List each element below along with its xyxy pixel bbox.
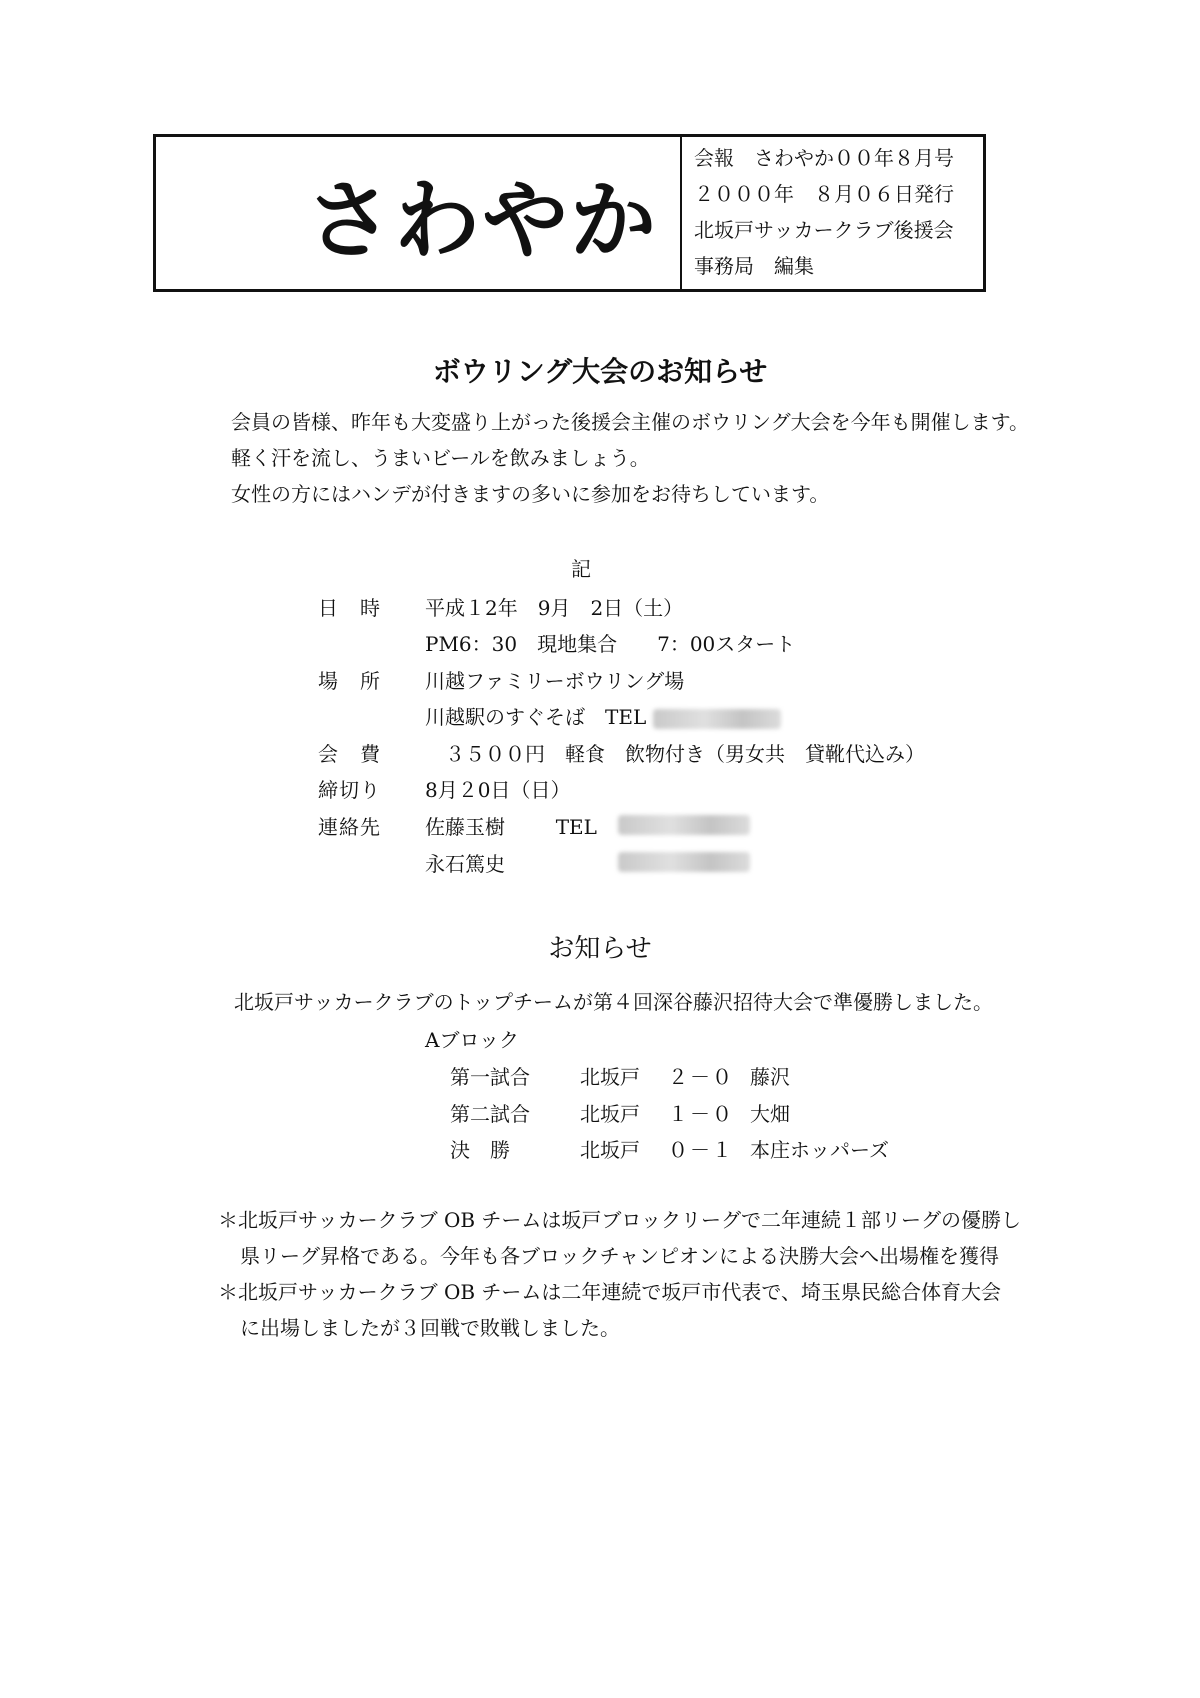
match-score: ０－１	[668, 1138, 734, 1162]
issue-date-line: ２０００年 ８月０６日発行	[694, 182, 954, 206]
block-label: Aブロック	[425, 1028, 520, 1052]
date-label: 日 時	[318, 596, 381, 620]
note	[218, 1202, 1021, 1274]
redacted-phone	[618, 852, 750, 872]
note-line: 北坂戸サッカークラブ OB チームは二年連続で坂戸市代表で、埼玉県民総合体育大会	[238, 1280, 1002, 1304]
place-access	[425, 701, 781, 730]
ki-heading: 記	[571, 557, 591, 581]
match-home: 北坂戸	[580, 1065, 640, 1089]
asterisk-icon: ＊	[218, 1208, 238, 1232]
news-title: お知らせ	[548, 934, 652, 964]
match-score: ２－０	[668, 1065, 734, 1089]
fee-value: ３５００円 軽食 飲物付き（男女共 貸靴代込み）	[425, 742, 925, 766]
editor-line: 事務局 編集	[694, 254, 814, 278]
publisher-line: 北坂戸サッカークラブ後援会	[694, 218, 954, 242]
place-value: 川越ファミリーボウリング場	[425, 669, 685, 693]
header-info	[694, 140, 984, 284]
contact-1-tel-label: TEL	[555, 815, 597, 839]
note-line: 北坂戸サッカークラブ OB チームは坂戸ブロックリーグで二年連続１部リーグの優勝し	[238, 1208, 1022, 1232]
deadline-label: 締切り	[318, 778, 381, 802]
intro-line: 会員の皆様、昨年も大変盛り上がった後援会主催のボウリング大会を今年も開催します。	[231, 410, 1029, 434]
contact-1-name: 佐藤玉樹	[425, 815, 505, 839]
place-label: 場 所	[318, 669, 381, 693]
fee-label: 会 費	[318, 742, 381, 766]
date-value: 平成１2年 9月 2日（土）	[425, 596, 684, 620]
deadline-value: 8月２0日（日）	[425, 778, 571, 802]
match-score: １－０	[668, 1102, 734, 1126]
header-divider	[680, 134, 682, 292]
match-opponent: 藤沢	[750, 1065, 790, 1089]
intro-line: 軽く汗を流し、うまいビールを飲みましょう。	[231, 446, 650, 470]
match-name: 決 勝	[450, 1138, 510, 1162]
match-name: 第一試合	[450, 1065, 530, 1089]
contact-2-name: 永石篤史	[425, 852, 505, 876]
intro-line: 女性の方にはハンデが付きますの多いに参加をお待ちしています。	[231, 482, 830, 506]
news-result: 北坂戸サッカークラブのトップチームが第４回深谷藤沢招待大会で準優勝しました。	[234, 990, 993, 1014]
match-opponent: 本庄ホッパーズ	[750, 1138, 889, 1162]
contact-1	[425, 811, 597, 840]
note-line: に出場しましたが３回戦で敗戦しました。	[240, 1316, 620, 1340]
note	[218, 1274, 1001, 1346]
bowling-intro	[231, 404, 1131, 512]
match-name: 第二試合	[450, 1102, 530, 1126]
match-home: 北坂戸	[580, 1138, 640, 1162]
issue-line: 会報 さわやか００年８月号	[694, 146, 954, 170]
bowling-title: ボウリング大会のお知らせ	[432, 355, 768, 388]
match-opponent: 大畑	[750, 1102, 790, 1126]
note-line: 県リーグ昇格である。今年も各ブロックチャンピオンによる決勝大会へ出場権を獲得	[240, 1244, 999, 1268]
match-home: 北坂戸	[580, 1102, 640, 1126]
redacted-phone	[618, 815, 750, 835]
asterisk-icon: ＊	[218, 1280, 238, 1304]
place-access-text: 川越駅のすぐそば TEL	[425, 705, 647, 729]
contact-label: 連絡先	[318, 815, 381, 839]
redacted-phone	[653, 709, 781, 729]
time-value: PM6：30 現地集合 7：00スタート	[425, 632, 796, 656]
masthead-title: さわやか	[306, 171, 658, 271]
